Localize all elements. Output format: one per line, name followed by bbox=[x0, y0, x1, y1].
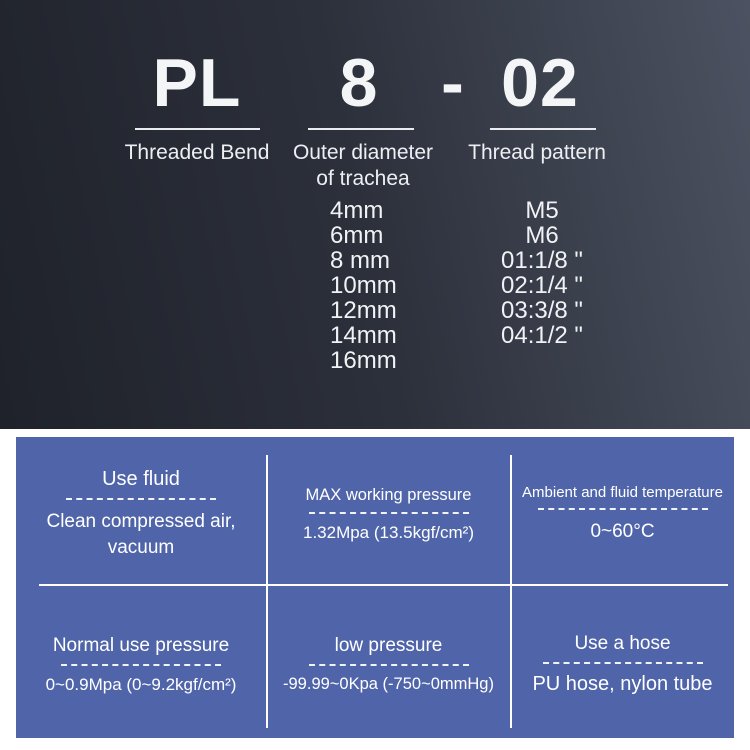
spec-value: Clean compressed air, vacuum bbox=[46, 511, 236, 558]
spec-cell-use-fluid bbox=[16, 437, 266, 585]
spec-value: -99.99~0Kpa (-750~0mmHg) bbox=[283, 675, 494, 693]
diameter-underline bbox=[308, 128, 414, 130]
row-divider bbox=[39, 584, 728, 586]
spec-title: Ambient and fluid temperature bbox=[522, 483, 723, 501]
code-diameter: 8 bbox=[339, 45, 379, 121]
dashed-divider bbox=[543, 662, 703, 664]
spec-cell-max-working-pressure bbox=[266, 437, 511, 585]
thread-option: 03:3/8 " bbox=[501, 297, 583, 324]
diameter-options-list bbox=[330, 198, 397, 373]
diameter-option: 8 mm bbox=[330, 247, 390, 274]
diameter-option: 4mm bbox=[330, 197, 384, 224]
code-series: PL bbox=[152, 45, 242, 121]
spec-title: Use a hose bbox=[574, 633, 671, 654]
series-label: Threaded Bend bbox=[124, 141, 270, 164]
dashed-divider bbox=[538, 508, 708, 510]
spec-cell-use-a-hose bbox=[511, 585, 734, 738]
diameter-option: 16mm bbox=[330, 347, 397, 374]
column-divider bbox=[510, 455, 512, 728]
thread-option: M6 bbox=[525, 222, 559, 249]
thread-underline bbox=[490, 128, 596, 130]
column-divider bbox=[266, 455, 268, 728]
spec-value: 0~60°C bbox=[590, 520, 655, 542]
dashed-divider bbox=[309, 664, 469, 666]
spec-table-grid bbox=[16, 437, 734, 738]
dashed-divider bbox=[61, 664, 221, 666]
diameter-option: 10mm bbox=[330, 272, 397, 299]
spec-value: 1.32Mpa (13.5kgf/cm²) bbox=[302, 522, 474, 542]
thread-option: 02:1/4 " bbox=[501, 272, 583, 299]
series-underline bbox=[135, 128, 260, 130]
code-thread: 02 bbox=[501, 45, 579, 121]
spec-title: MAX working pressure bbox=[305, 485, 472, 504]
code-separator: - bbox=[441, 45, 465, 121]
spec-table bbox=[16, 437, 734, 738]
thread-label: Thread pattern bbox=[468, 141, 606, 164]
thread-options-list bbox=[501, 198, 583, 348]
spec-title: Use fluid bbox=[102, 468, 180, 491]
diameter-option: 12mm bbox=[330, 297, 397, 324]
spec-title: Normal use pressure bbox=[52, 634, 230, 656]
thread-option: 04:1/2 " bbox=[501, 322, 583, 349]
thread-option: M5 bbox=[525, 197, 559, 224]
thread-option: 01:1/8 " bbox=[501, 247, 583, 274]
spec-cell-normal-use-pressure bbox=[16, 585, 266, 738]
spec-value: 0~0.9Mpa (0~9.2kgf/cm²) bbox=[45, 674, 237, 694]
diameter-label-line1: Outer diameter bbox=[292, 141, 434, 164]
diameter-label-line2: of trachea bbox=[316, 167, 410, 190]
spec-title: low pressure bbox=[334, 635, 443, 656]
spec-cell-low-pressure bbox=[266, 585, 511, 738]
diameter-option: 6mm bbox=[330, 222, 384, 249]
spec-value: PU hose, nylon tube bbox=[532, 673, 713, 695]
dashed-divider bbox=[66, 498, 216, 500]
dashed-divider bbox=[309, 512, 469, 514]
spec-cell-ambient-temperature bbox=[511, 437, 734, 585]
diameter-option: 14mm bbox=[330, 322, 397, 349]
